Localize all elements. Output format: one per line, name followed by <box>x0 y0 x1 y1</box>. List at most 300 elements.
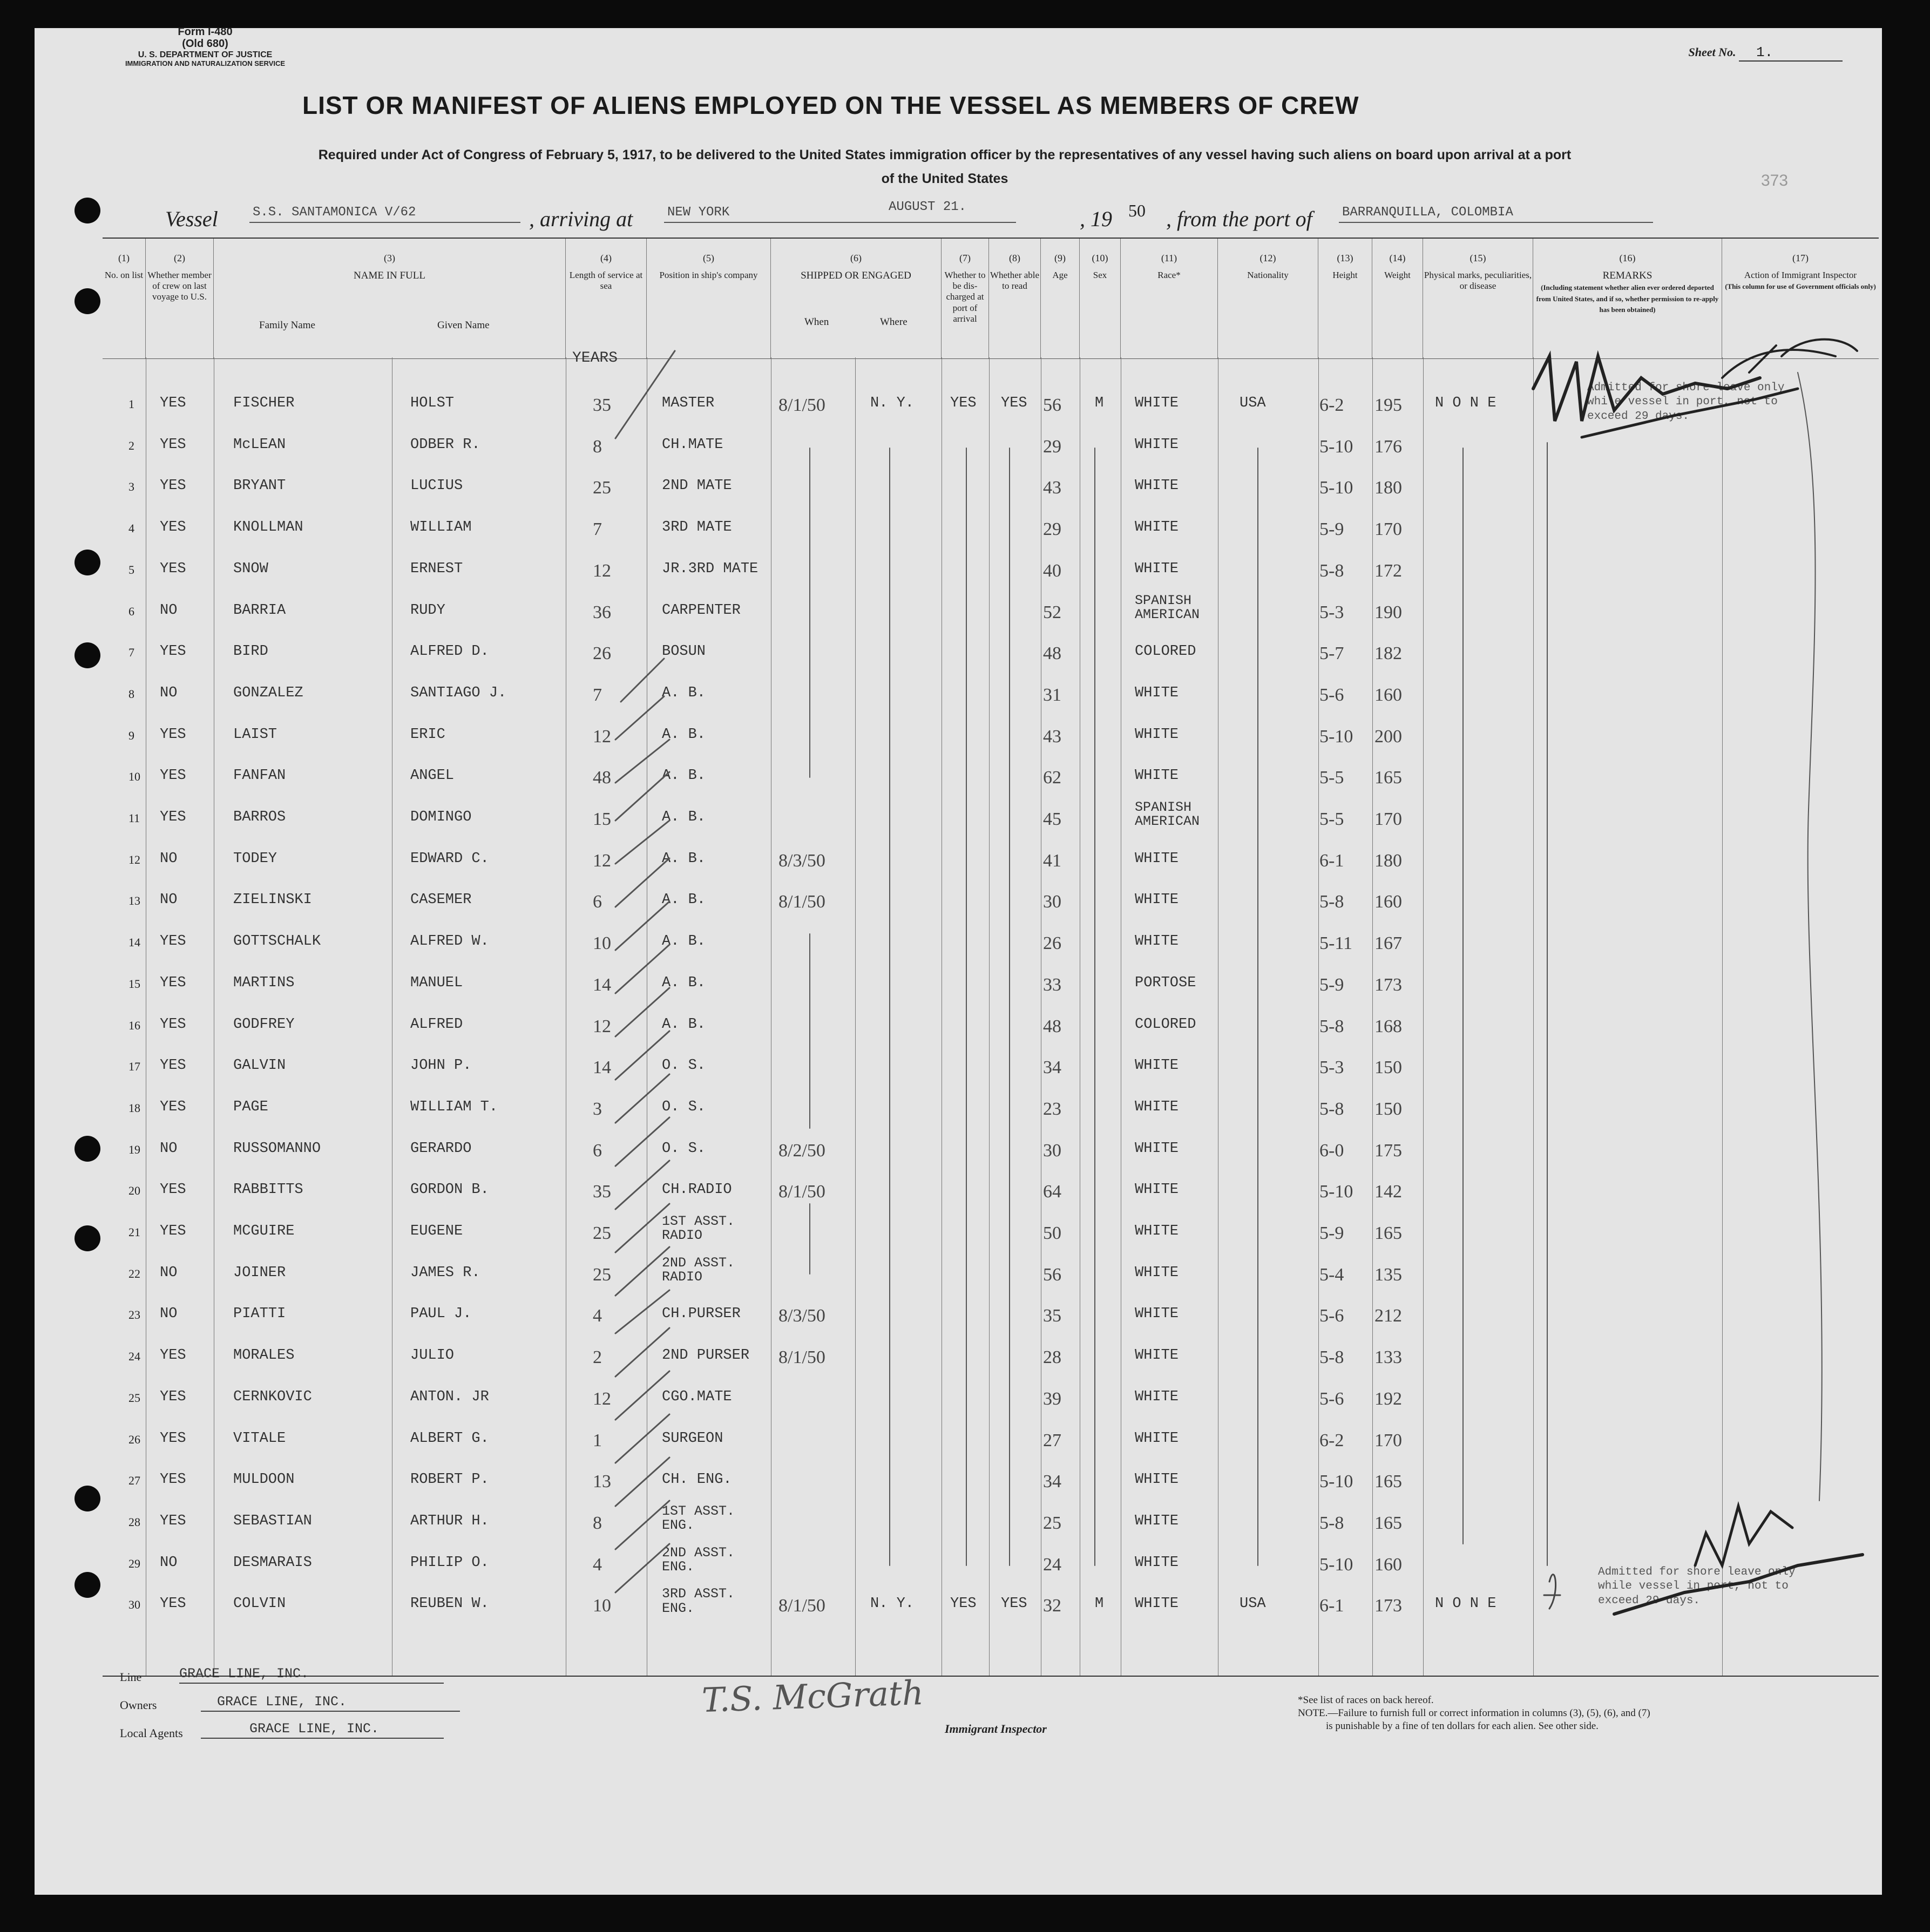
cell-service: 12 <box>593 560 611 581</box>
sheet-number-value: 1. <box>1739 44 1843 62</box>
cell-family: McLEAN <box>233 436 286 453</box>
footer-owners-label: Owners <box>120 1698 157 1712</box>
cell-age: 43 <box>1043 478 1061 498</box>
cell-height: 5-9 <box>1319 519 1344 540</box>
cell-when: 8/1/50 <box>778 1182 825 1202</box>
cell-service: 12 <box>593 726 611 747</box>
cell-member: YES <box>160 933 186 950</box>
cell-age: 56 <box>1043 1264 1061 1285</box>
cell-race: WHITE <box>1135 1513 1179 1529</box>
footer-line <box>120 1666 455 1692</box>
cell-race: WHITE <box>1135 1347 1179 1364</box>
form-identifier <box>81 26 329 67</box>
table-row <box>0 562 1930 603</box>
cell-service: 25 <box>593 478 611 498</box>
cell-age: 34 <box>1043 1057 1061 1078</box>
document-title: LIST OR MANIFEST OF ALIENS EMPLOYED ON THE VESSEL AS MEMBERS OF CREW <box>302 91 1359 119</box>
cell-family: TODEY <box>233 850 277 867</box>
cell-given: ALBERT G. <box>410 1430 489 1447</box>
remarks-stamp-top: Admitted for shore leave only while vessel in port, not to exceed 29 days. <box>1587 382 1785 423</box>
cell-when: 8/1/50 <box>778 1347 825 1368</box>
cell-service: 6 <box>593 1140 602 1161</box>
cell-service: 8 <box>593 1513 602 1533</box>
cell-position: O. S. <box>662 1057 706 1074</box>
cell-height: 5-10 <box>1319 478 1353 498</box>
cell-given: WILLIAM <box>410 519 472 536</box>
cell-service: 1 <box>593 1430 602 1450</box>
cell-height: 5-11 <box>1319 933 1353 954</box>
year-label: , 19 <box>1080 207 1112 231</box>
cell-family: VITALE <box>233 1430 286 1447</box>
cell-member: YES <box>160 809 186 825</box>
cell-weight: 173 <box>1374 974 1402 995</box>
col-header-shipped: SHIPPED OR ENGAGED <box>801 269 911 281</box>
sheet-number <box>1689 44 1843 62</box>
table-row <box>0 799 1930 851</box>
cell-service: 12 <box>593 850 611 871</box>
cell-family: COLVIN <box>233 1596 286 1612</box>
cell-member: YES <box>160 395 186 411</box>
cell-race: SPANISH AMERICAN <box>1135 592 1200 622</box>
cell-position: CH.RADIO <box>662 1182 732 1198</box>
col-header-race: Race* <box>1157 269 1181 280</box>
cell-weight: 180 <box>1374 850 1402 871</box>
cell-member: NO <box>160 1306 178 1323</box>
cell-race: WHITE <box>1135 395 1179 411</box>
cell-height: 5-7 <box>1319 643 1344 664</box>
cell-race: WHITE <box>1135 1388 1179 1405</box>
cell-no: 26 <box>128 1432 140 1446</box>
cell-when: 8/3/50 <box>778 1306 825 1326</box>
cell-no: 20 <box>128 1184 140 1198</box>
cell-position: 2ND MATE <box>662 478 732 494</box>
footer-agents-label: Local Agents <box>120 1726 183 1740</box>
cell-family: LAIST <box>233 726 277 743</box>
cell-position: CARPENTER <box>662 602 741 619</box>
cell-family: GODFREY <box>233 1016 295 1033</box>
cell-no: 6 <box>128 604 134 618</box>
cell-weight: 167 <box>1374 933 1402 954</box>
arrival-date: AUGUST 21. <box>889 200 967 214</box>
sheet-number-label: Sheet No. <box>1688 45 1736 59</box>
cell-given: EUGENE <box>410 1223 463 1239</box>
cell-when: 8/2/50 <box>778 1140 825 1161</box>
cell-age: 32 <box>1043 1596 1061 1616</box>
cell-service: 8 <box>593 436 602 457</box>
document-subtitle <box>167 144 1722 191</box>
cell-age: 31 <box>1043 684 1061 705</box>
footer-agents-value: GRACE LINE, INC. <box>201 1721 444 1739</box>
cell-member: YES <box>160 974 186 991</box>
table-row <box>0 1255 1930 1307</box>
table-row <box>0 1432 1930 1473</box>
col-header-member: Whether member of crew on last voyage to U.S. <box>147 269 212 302</box>
cell-family: MULDOON <box>233 1472 295 1488</box>
cell-height: 5-6 <box>1319 1306 1344 1326</box>
cell-height: 6-2 <box>1319 1430 1344 1450</box>
cell-service: 35 <box>593 395 611 415</box>
cell-family: GALVIN <box>233 1057 286 1074</box>
cell-member: YES <box>160 1099 186 1115</box>
cell-given: PAUL J. <box>410 1306 472 1323</box>
cell-weight: 190 <box>1374 602 1402 622</box>
cell-weight: 142 <box>1374 1182 1402 1202</box>
cell-given: JAMES R. <box>410 1264 480 1281</box>
cell-position: CH.MATE <box>662 436 723 453</box>
form-old-number: (Old 680) <box>182 38 228 50</box>
cell-age: 29 <box>1043 519 1061 540</box>
table-row <box>0 976 1930 1017</box>
cell-age: 33 <box>1043 974 1061 995</box>
cell-race: WHITE <box>1135 1306 1179 1323</box>
cell-age: 30 <box>1043 892 1061 912</box>
year-value: 50 <box>1128 201 1146 220</box>
cell-family: PAGE <box>233 1099 268 1115</box>
cell-member: YES <box>160 478 186 494</box>
table-row <box>0 479 1930 520</box>
cell-race: WHITE <box>1135 519 1179 536</box>
table-row <box>0 1503 1930 1555</box>
cell-no: 8 <box>128 687 134 701</box>
cell-weight: 170 <box>1374 1430 1402 1450</box>
cell-weight: 172 <box>1374 560 1402 581</box>
cell-race: WHITE <box>1135 436 1179 453</box>
table-row <box>0 1183 1930 1224</box>
cell-weight: 165 <box>1374 1472 1402 1492</box>
cell-read: YES <box>1001 395 1027 411</box>
cell-no: 15 <box>128 977 140 991</box>
cell-position: 2ND PURSER <box>662 1347 750 1364</box>
cell-service: 6 <box>593 892 602 912</box>
cell-service: 14 <box>593 1057 611 1078</box>
cell-service: 12 <box>593 1388 611 1409</box>
cell-discharged: YES <box>950 1596 977 1612</box>
col-header-inspector-action: Action of Immigrant Inspector <box>1744 269 1857 280</box>
cell-family: BARRIA <box>233 602 286 619</box>
cell-nationality: USA <box>1240 395 1266 411</box>
cell-family: MORALES <box>233 1347 295 1364</box>
col-header-read: Whether able to read <box>990 269 1040 291</box>
cell-weight: 173 <box>1374 1596 1402 1616</box>
cell-weight: 165 <box>1374 1223 1402 1243</box>
cell-weight: 160 <box>1374 1554 1402 1575</box>
cell-position: A. B. <box>662 933 706 950</box>
cell-member: NO <box>160 684 178 701</box>
table-row <box>0 520 1930 561</box>
table-row <box>0 1390 1930 1431</box>
cell-family: CERNKOVIC <box>233 1388 312 1405</box>
cell-weight: 133 <box>1374 1347 1402 1368</box>
cell-family: PIATTI <box>233 1306 286 1323</box>
cell-weight: 176 <box>1374 436 1402 457</box>
cell-no: 27 <box>128 1474 140 1488</box>
cell-member: YES <box>160 1182 186 1198</box>
col-header-remarks-note: (Including statement whether alien ever ordered deported from United States, and if so, whether permission to re-apply has been obtained) <box>1536 283 1719 314</box>
cell-weight: 165 <box>1374 768 1402 788</box>
cell-position: SURGEON <box>662 1430 723 1447</box>
cell-position: O. S. <box>662 1140 706 1157</box>
cell-service: 13 <box>593 1472 611 1492</box>
departure-port: BARRANQUILLA, COLOMBIA <box>1339 205 1653 223</box>
col-header-service: Length of service at sea <box>569 269 643 291</box>
cell-no: 17 <box>128 1060 140 1074</box>
cell-height: 6-0 <box>1319 1140 1344 1161</box>
cell-race: WHITE <box>1135 1223 1179 1239</box>
cell-given: LUCIUS <box>410 478 463 494</box>
cell-family: SEBASTIAN <box>233 1513 312 1529</box>
vessel-line <box>162 200 1706 238</box>
cell-family: JOINER <box>233 1264 286 1281</box>
cell-marks: N O N E <box>1435 1596 1496 1612</box>
cell-service: 10 <box>593 1596 611 1616</box>
cell-age: 48 <box>1043 643 1061 664</box>
col-header-family-name: Family Name <box>259 320 315 331</box>
cell-position: CH.PURSER <box>662 1306 741 1323</box>
cell-position: A. B. <box>662 809 706 825</box>
cell-no: 12 <box>128 852 140 866</box>
table-row <box>0 1142 1930 1183</box>
cell-family: MCGUIRE <box>233 1223 295 1239</box>
cell-no: 16 <box>128 1018 140 1032</box>
cell-sex: M <box>1095 1596 1104 1612</box>
cell-member: NO <box>160 1140 178 1157</box>
cell-age: 43 <box>1043 726 1061 747</box>
cell-age: 41 <box>1043 850 1061 871</box>
subtitle-line-2: of the United States <box>881 171 1008 186</box>
cell-given: ERNEST <box>410 560 463 577</box>
table-row <box>0 1307 1930 1348</box>
cell-position: A. B. <box>662 684 706 701</box>
cell-no: 9 <box>128 728 134 742</box>
cell-weight: 160 <box>1374 684 1402 705</box>
table-row <box>0 934 1930 975</box>
cell-nationality: USA <box>1240 1596 1266 1612</box>
cell-height: 5-10 <box>1319 1554 1353 1575</box>
cell-race: WHITE <box>1135 684 1179 701</box>
cell-race: PORTOSE <box>1135 974 1196 991</box>
department-name: U. S. DEPARTMENT OF JUSTICE <box>138 50 273 59</box>
cell-weight: 135 <box>1374 1264 1402 1285</box>
footer-agents <box>120 1721 455 1748</box>
cell-age: 64 <box>1043 1182 1061 1202</box>
cell-no: 2 <box>128 438 134 452</box>
page-stamp: 373 <box>1761 172 1789 189</box>
service-name: IMMIGRATION AND NATURALIZATION SERVICE <box>125 59 286 67</box>
cell-service: 10 <box>593 933 611 954</box>
cell-race: COLORED <box>1135 1016 1196 1033</box>
cell-position: A. B. <box>662 768 706 784</box>
table-row <box>0 1348 1930 1389</box>
cell-height: 5-8 <box>1319 1099 1344 1119</box>
cell-given: ANGEL <box>410 768 455 784</box>
cell-service: 15 <box>593 809 611 829</box>
cell-member: YES <box>160 1430 186 1447</box>
col-header-inspector-note: (This column for use of Government officials only) <box>1725 282 1876 290</box>
cell-height: 5-10 <box>1319 436 1353 457</box>
cell-service: 26 <box>593 643 611 664</box>
cell-race: WHITE <box>1135 892 1179 909</box>
footnote-penalty: NOTE.—Failure to furnish full or correct information in columns (3), (5), (6), and (7) <box>1298 1707 1650 1719</box>
cell-height: 5-8 <box>1319 892 1344 912</box>
cell-service: 25 <box>593 1264 611 1285</box>
cell-family: RABBITTS <box>233 1182 303 1198</box>
cell-no: 24 <box>128 1350 140 1364</box>
footer-line-label: Line <box>120 1670 142 1684</box>
cell-family: BARROS <box>233 809 286 825</box>
cell-no: 18 <box>128 1101 140 1115</box>
cell-race: WHITE <box>1135 478 1179 494</box>
cell-service: 35 <box>593 1182 611 1202</box>
cell-marks: N O N E <box>1435 395 1496 411</box>
cell-no: 22 <box>128 1266 140 1280</box>
cell-member: NO <box>160 1554 178 1571</box>
cell-race: WHITE <box>1135 1472 1179 1488</box>
col-header-weight: Weight <box>1384 269 1411 280</box>
cell-given: ALFRED D. <box>410 643 489 660</box>
cell-no: 23 <box>128 1308 140 1322</box>
col-header-name: NAME IN FULL <box>354 269 425 281</box>
cell-given: ALFRED W. <box>410 933 489 950</box>
cell-race: WHITE <box>1135 1057 1179 1074</box>
cell-family: GOTTSCHALK <box>233 933 321 950</box>
cell-when: 8/1/50 <box>778 892 825 912</box>
table-row <box>0 438 1930 479</box>
cell-given: WILLIAM T. <box>410 1099 498 1115</box>
cell-position: 1ST ASST. ENG. <box>662 1503 735 1534</box>
table-row <box>0 1059 1930 1100</box>
cell-race: COLORED <box>1135 643 1196 660</box>
arriving-label: , arriving at <box>529 207 633 231</box>
cell-member: YES <box>160 519 186 536</box>
cell-when: 8/1/50 <box>778 395 825 415</box>
cell-weight: 170 <box>1374 519 1402 540</box>
cell-position: O. S. <box>662 1099 706 1115</box>
table-row <box>0 645 1930 686</box>
cell-age: 62 <box>1043 768 1061 788</box>
cell-height: 5-10 <box>1319 1182 1353 1202</box>
cell-weight: 160 <box>1374 892 1402 912</box>
cell-race: WHITE <box>1135 1099 1179 1115</box>
cell-height: 5-3 <box>1319 1057 1344 1078</box>
cell-height: 5-6 <box>1319 1388 1344 1409</box>
cell-age: 52 <box>1043 602 1061 622</box>
col-header-given-name: Given Name <box>437 320 490 331</box>
cell-service: 2 <box>593 1347 602 1368</box>
cell-family: FANFAN <box>233 768 286 784</box>
cell-weight: 195 <box>1374 395 1402 415</box>
cell-age: 26 <box>1043 933 1061 954</box>
cell-age: 27 <box>1043 1430 1061 1450</box>
cell-sex: M <box>1095 395 1104 411</box>
cell-position: CGO.MATE <box>662 1388 732 1405</box>
cell-family: BRYANT <box>233 478 286 494</box>
cell-position: CH. ENG. <box>662 1472 732 1488</box>
inspector-signature: T.S. McGrath <box>701 1672 924 1720</box>
cell-where: N. Y. <box>870 395 915 411</box>
cell-no: 19 <box>128 1142 140 1156</box>
vessel-label: Vessel <box>165 207 218 231</box>
table-row <box>0 769 1930 810</box>
col-header-sex: Sex <box>1093 269 1107 280</box>
cell-position: A. B. <box>662 892 706 909</box>
cell-given: GERARDO <box>410 1140 472 1157</box>
cell-no: 7 <box>128 646 134 660</box>
punch-hole <box>75 198 100 223</box>
cell-weight: 175 <box>1374 1140 1402 1161</box>
cell-race: WHITE <box>1135 1596 1179 1612</box>
cell-family: RUSSOMANNO <box>233 1140 321 1157</box>
cell-read: YES <box>1001 1596 1027 1612</box>
years-label: YEARS <box>572 350 618 367</box>
cell-no: 4 <box>128 521 134 535</box>
cell-position: A. B. <box>662 850 706 867</box>
cell-position: 2ND ASST. RADIO <box>662 1255 735 1285</box>
cell-no: 29 <box>128 1556 140 1570</box>
cell-height: 5-10 <box>1319 726 1353 747</box>
cell-height: 6-2 <box>1319 395 1344 415</box>
cell-height: 6-1 <box>1319 1596 1344 1616</box>
cell-race: WHITE <box>1135 726 1179 743</box>
table-row <box>0 893 1930 934</box>
inspector-label: Immigrant Inspector <box>945 1722 1047 1736</box>
cell-age: 45 <box>1043 809 1061 829</box>
col-header-age: Age <box>1052 269 1068 280</box>
cell-weight: 180 <box>1374 478 1402 498</box>
cell-weight: 168 <box>1374 1016 1402 1036</box>
col-header-physical-marks: Physical marks, peculiarities, or disease <box>1424 269 1532 291</box>
cell-position: A. B. <box>662 1016 706 1033</box>
cell-height: 5-8 <box>1319 1347 1344 1368</box>
cell-given: DOMINGO <box>410 809 472 825</box>
cell-height: 6-1 <box>1319 850 1344 871</box>
cell-no: 25 <box>128 1391 140 1405</box>
table-header: (1) No. on list (2) Whether member of crew on last voyage to U.S. (3) NAME IN FULL Family Name Given Name (4) Length of service at sea (5) Position in ship's company (6) SHIPPED OR ENGAGED When Where (7) Whether to be dis-charged at port of arrival (8) Whether able to read (9) Age (10) Sex (11) Race* (12) Nationality (13) Height (14) Weight (15) Physical marks, peculiarities, or disease (16) REMARKS (Including statement whether alien ever ordered deported from United States, and if so, whether permission to re-apply has been obtained) (17) Action of Immigrant Inspector (This column for use of Government officials only) <box>103 238 1879 359</box>
cell-race: WHITE <box>1135 560 1179 577</box>
cell-when: 8/3/50 <box>778 850 825 871</box>
cell-no: 28 <box>128 1515 140 1529</box>
cell-age: 28 <box>1043 1347 1061 1368</box>
footer-line-value: GRACE LINE, INC. <box>179 1666 444 1684</box>
cell-age: 50 <box>1043 1223 1061 1243</box>
table-row <box>0 686 1930 727</box>
cell-height: 5-4 <box>1319 1264 1344 1285</box>
cell-service: 48 <box>593 768 611 788</box>
cell-age: 24 <box>1043 1554 1061 1575</box>
cell-given: HOLST <box>410 395 455 411</box>
table-row <box>0 1100 1930 1141</box>
cell-weight: 192 <box>1374 1388 1402 1409</box>
cell-given: ANTON. JR <box>410 1388 489 1405</box>
cell-height: 5-3 <box>1319 602 1344 622</box>
col-header-nationality: Nationality <box>1247 269 1289 280</box>
cell-weight: 182 <box>1374 643 1402 664</box>
cell-height: 5-8 <box>1319 1513 1344 1533</box>
cell-service: 12 <box>593 1016 611 1036</box>
cell-given: REUBEN W. <box>410 1596 489 1612</box>
cell-no: 10 <box>128 770 140 784</box>
col-header-no: No. on list <box>104 269 144 280</box>
cell-service: 3 <box>593 1099 602 1119</box>
cell-weight: 200 <box>1374 726 1402 747</box>
cell-service: 4 <box>593 1306 602 1326</box>
cell-family: FISCHER <box>233 395 295 411</box>
cell-given: ODBER R. <box>410 436 480 453</box>
table-row <box>0 1473 1930 1514</box>
cell-member: YES <box>160 1057 186 1074</box>
cell-family: GONZALEZ <box>233 684 303 701</box>
cell-height: 5-5 <box>1319 809 1344 829</box>
cell-race: WHITE <box>1135 1554 1179 1571</box>
